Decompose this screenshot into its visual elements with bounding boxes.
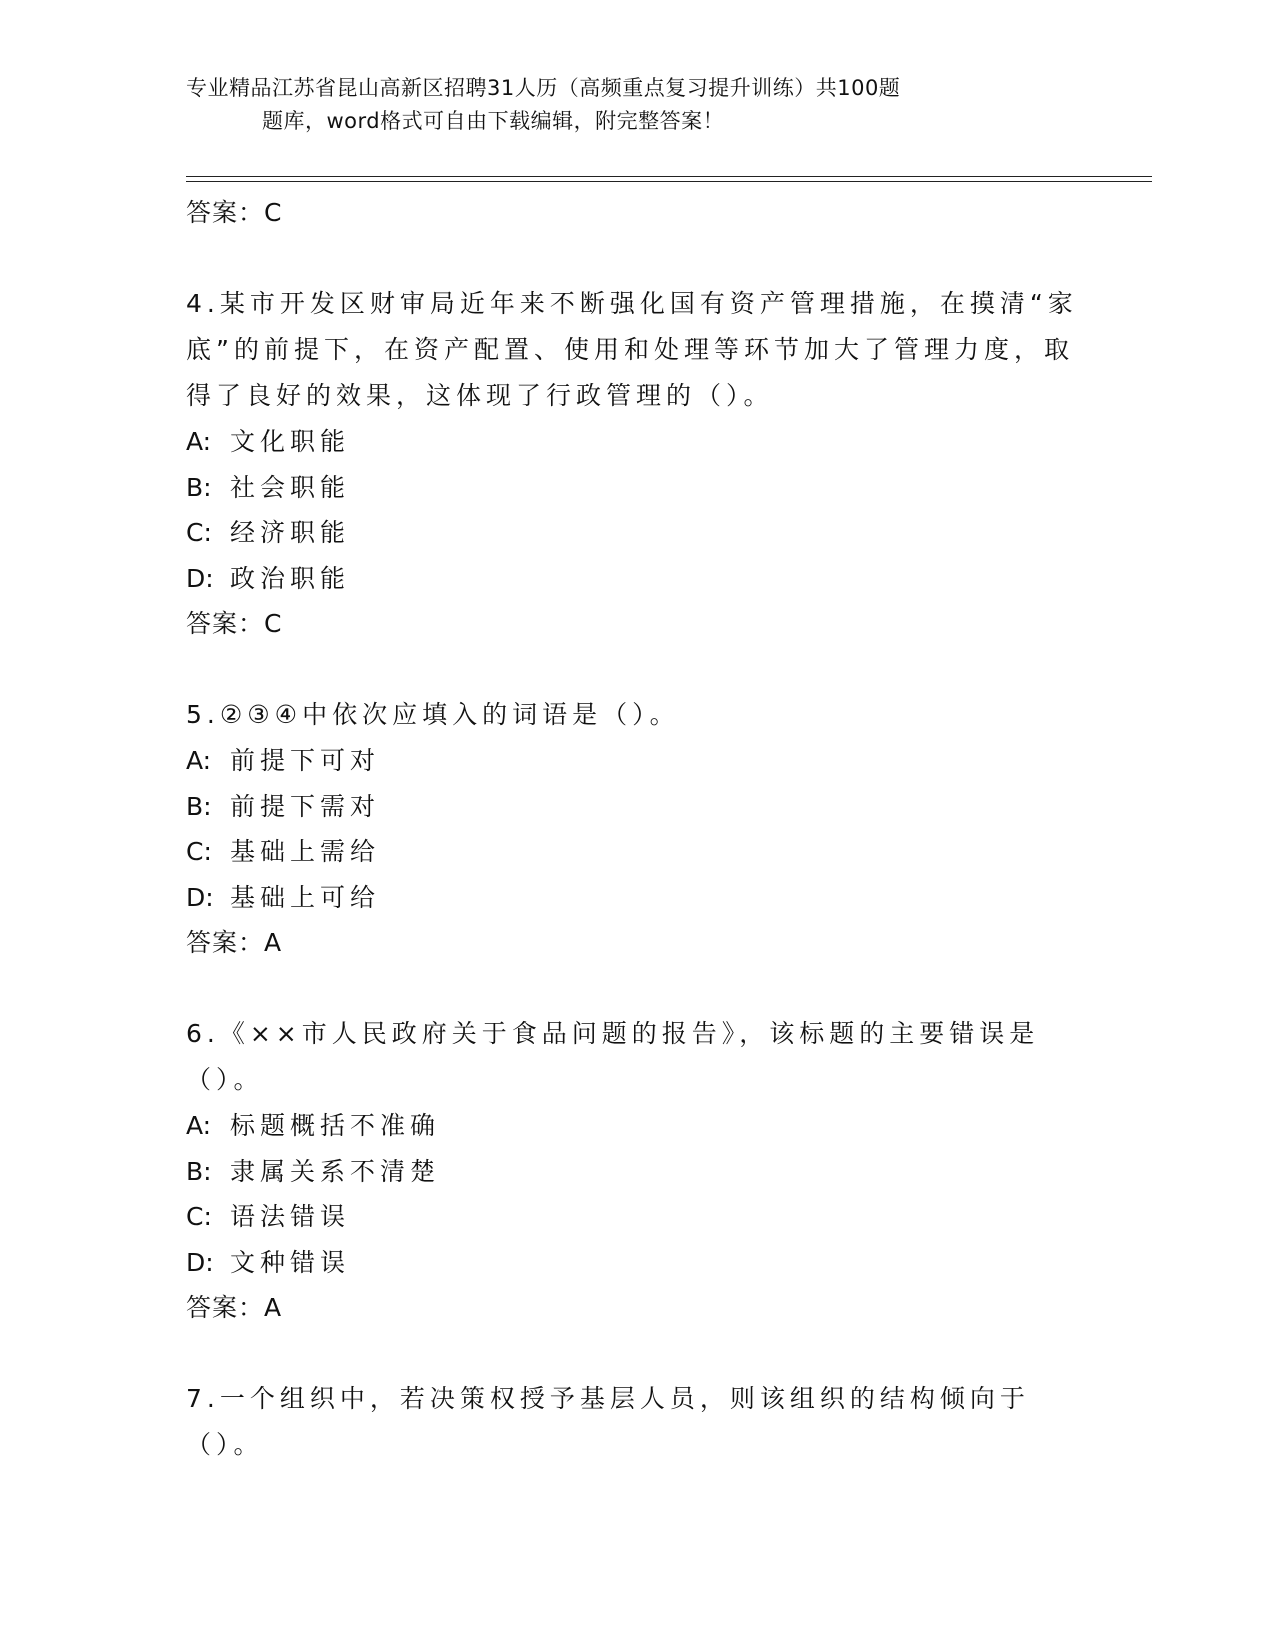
option-c [186, 829, 1086, 875]
header-title-line1: 专业精品江苏省昆山高新区招聘31人历（高频重点复习提升训练）共100题 [186, 76, 901, 100]
option-b [186, 784, 1086, 830]
answer-line: 答案：C [186, 198, 283, 227]
option-c [186, 1194, 1086, 1240]
option-a [186, 419, 1086, 465]
option-text: 政治职能 [230, 563, 351, 593]
header-title-line2: 题库，word格式可自由下载编辑，附完整答案！ [262, 109, 725, 133]
question-stem: 5.②③④中依次应填入的词语是（）。 [186, 700, 680, 729]
option-text: 基础上可给 [230, 882, 381, 912]
option-text: 前提下需对 [230, 791, 381, 821]
option-key: B: [186, 791, 212, 821]
option-text: 文种错误 [230, 1247, 351, 1277]
option-key: A: [186, 1111, 212, 1140]
option-key: D: [186, 882, 214, 912]
question-stem: 4.某市开发区财审局近年来不断强化国有资产管理措施，在摸清“家底”的前提下，在资产配置、使用和处理等环节加大了管理力度，取得了良好的效果，这体现了行政管理的（）。 [186, 289, 1078, 410]
option-text: 前提下可对 [230, 746, 381, 775]
option-text: 隶属关系不清楚 [230, 1156, 441, 1186]
option-key: B: [186, 1156, 212, 1186]
option-key: A: [186, 746, 212, 775]
option-text: 文化职能 [230, 427, 351, 456]
option-b [186, 1149, 1086, 1195]
option-d [186, 1240, 1086, 1286]
option-key: D: [186, 563, 214, 593]
answer-line: 答案：A [186, 1293, 283, 1322]
header-rule-bottom [186, 181, 1152, 182]
option-key: C: [186, 837, 212, 866]
option-a [186, 1103, 1086, 1149]
question-6 [186, 1011, 1086, 1330]
question-stem: 7.一个组织中，若决策权授予基层人员，则该组织的结构倾向于（）。 [186, 1384, 1030, 1459]
option-b [186, 465, 1086, 511]
option-text: 语法错误 [230, 1202, 351, 1231]
option-key: D: [186, 1247, 214, 1277]
option-text: 经济职能 [230, 518, 351, 547]
option-text: 标题概括不准确 [230, 1111, 441, 1140]
question-5 [186, 692, 1086, 965]
option-key: A: [186, 427, 212, 456]
option-key: C: [186, 518, 212, 547]
question-stem: 6.《××市人民政府关于食品问题的报告》，该标题的主要错误是（）。 [186, 1019, 1040, 1094]
option-c [186, 510, 1086, 556]
answer-line: 答案：A [186, 928, 283, 957]
option-a [186, 738, 1086, 784]
option-d [186, 875, 1086, 921]
header-rule-top [186, 176, 1152, 177]
option-text: 基础上需给 [230, 837, 381, 866]
question-list [186, 190, 1086, 1468]
option-text: 社会职能 [230, 472, 351, 502]
question-7 [186, 1376, 1086, 1468]
answer-line: 答案：C [186, 609, 283, 638]
option-d [186, 556, 1086, 602]
page-header [186, 72, 1046, 138]
option-key: C: [186, 1202, 212, 1231]
option-key: B: [186, 472, 212, 502]
question-4 [186, 281, 1086, 646]
